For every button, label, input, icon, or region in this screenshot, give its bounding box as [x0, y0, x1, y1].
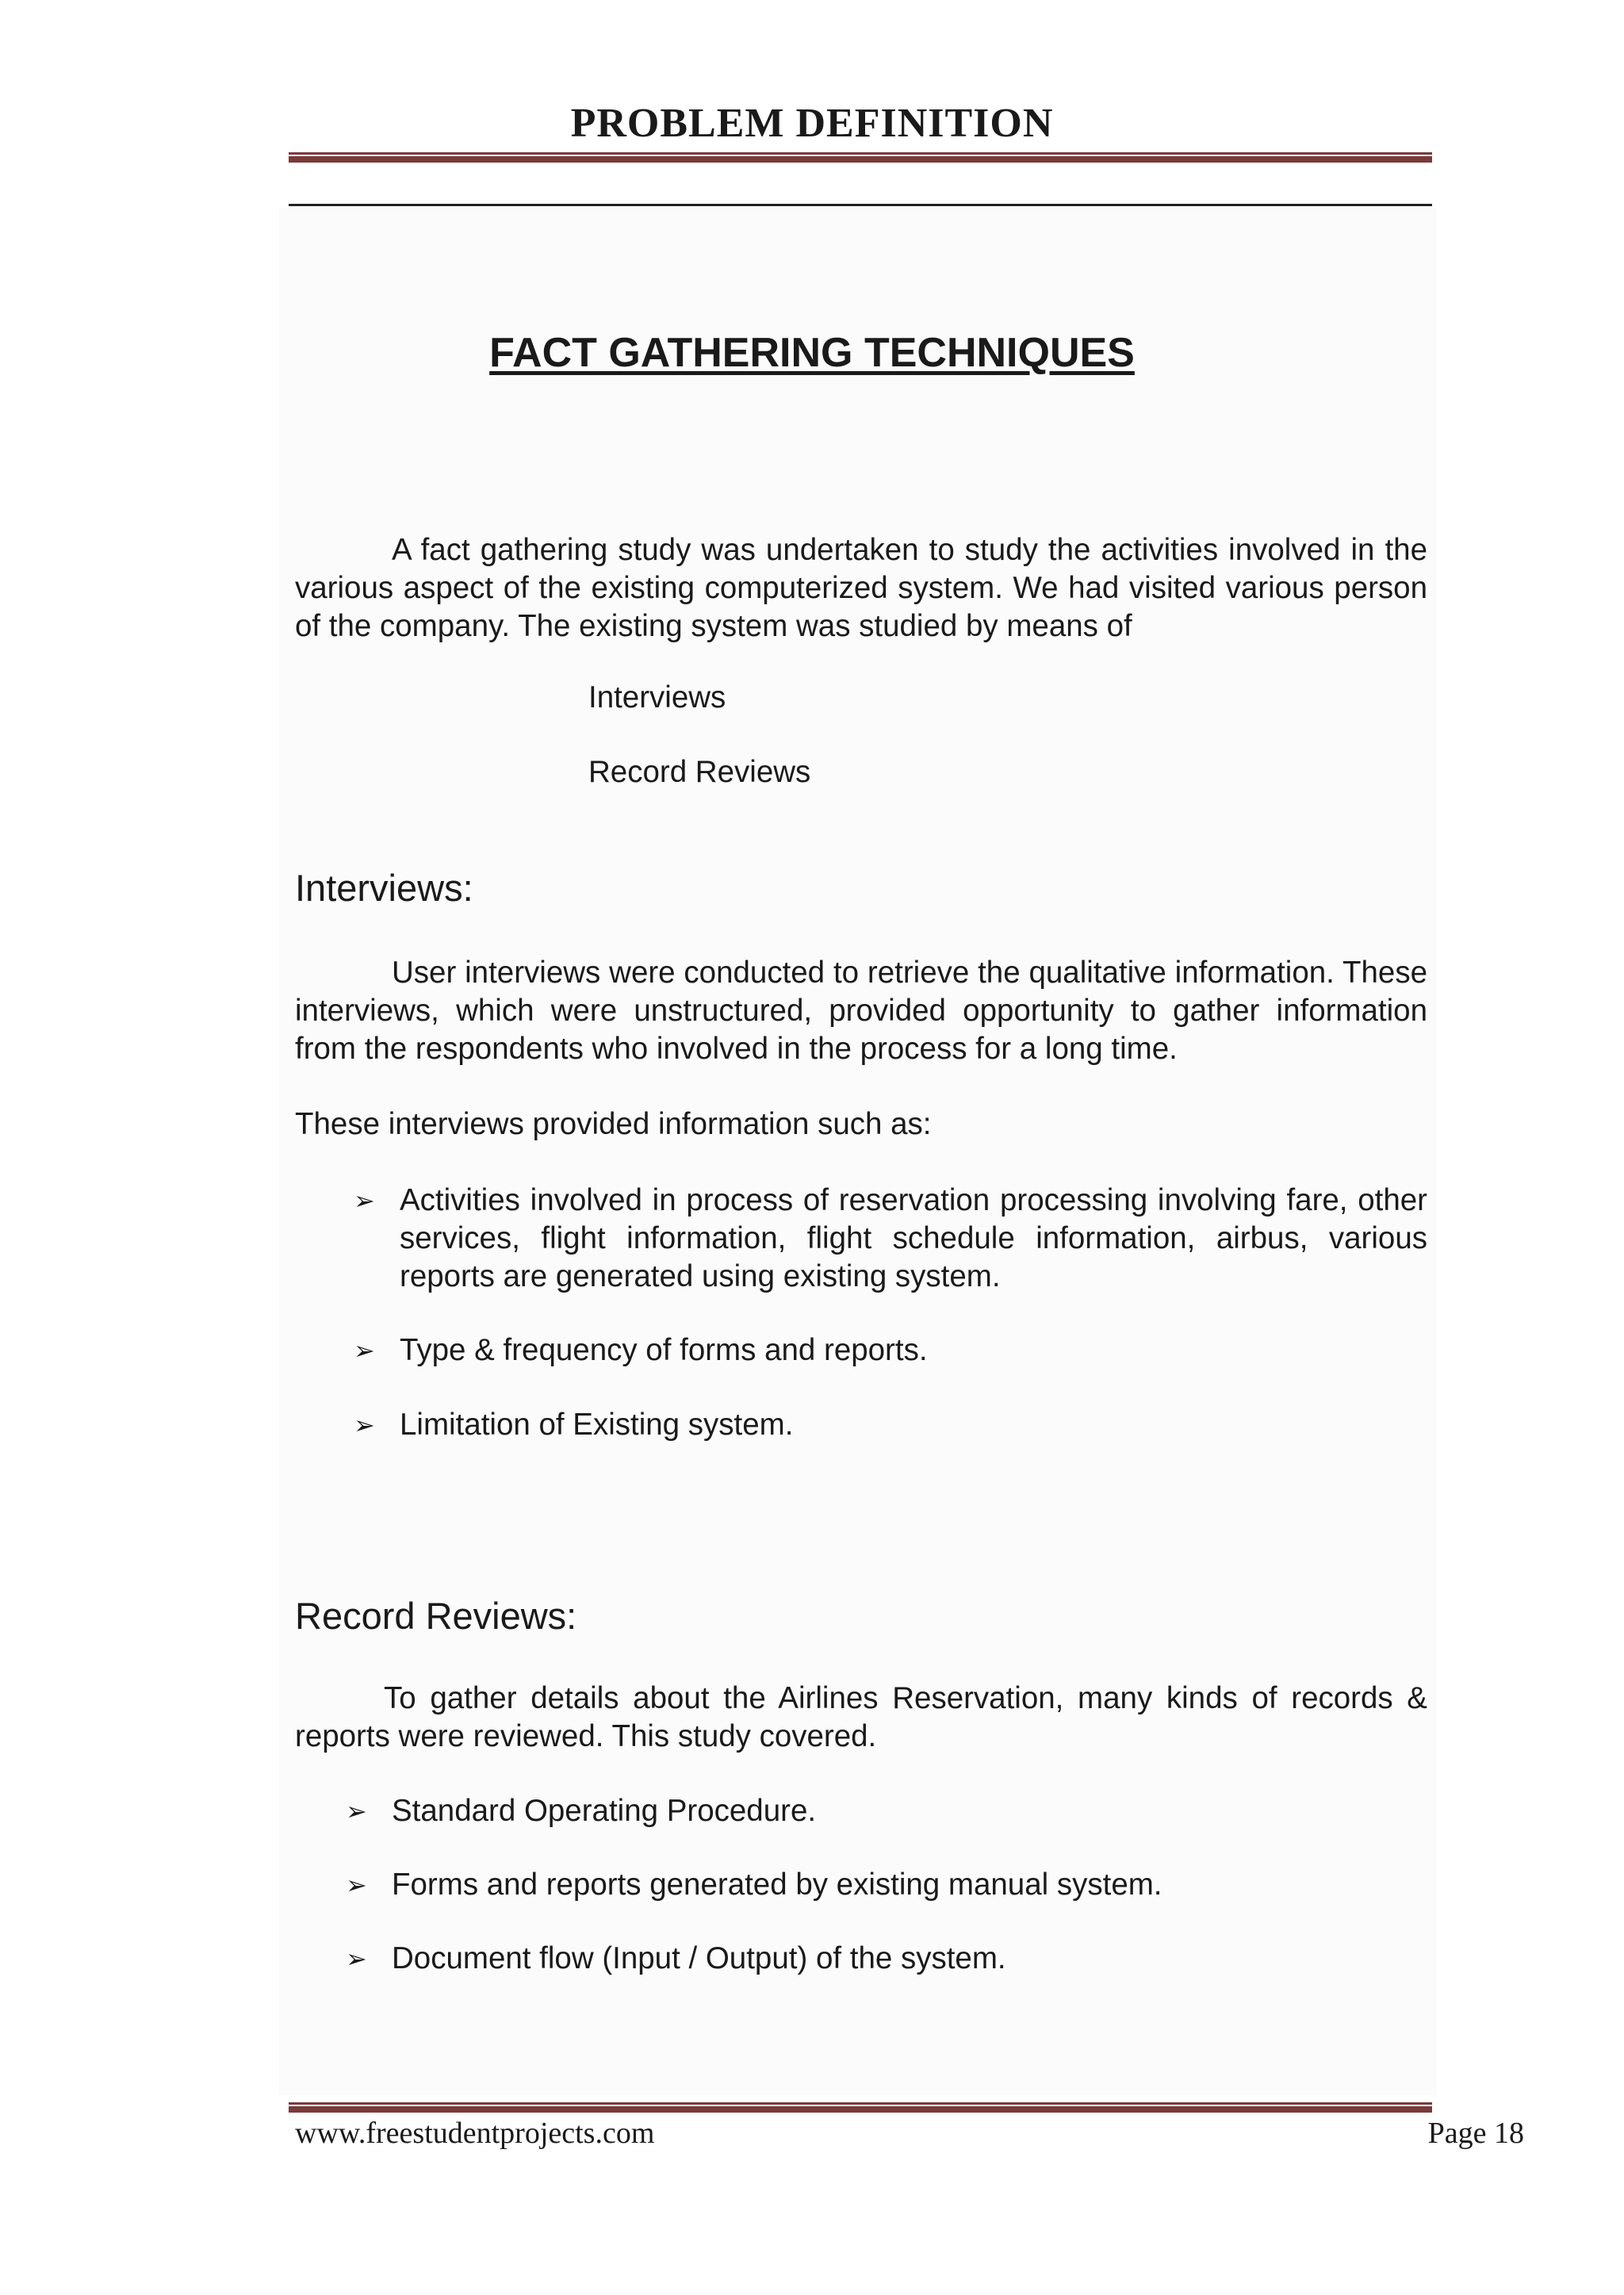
record-item-sop: Standard Operating Procedure. — [392, 1794, 817, 1828]
arrow-bullet-icon: ➢ — [346, 1871, 367, 1899]
arrow-bullet-icon: ➢ — [346, 1944, 367, 1973]
header-thin-rule — [289, 204, 1432, 206]
arrow-bullet-icon: ➢ — [354, 1186, 375, 1215]
header-title: PROBLEM DEFINITION — [570, 101, 1054, 146]
footer-url: www.freestudentprojects.com — [295, 2117, 655, 2150]
interviews-item-limitation: Limitation of Existing system. — [400, 1408, 794, 1442]
record-item-forms: Forms and reports generated by existing manual system. — [392, 1868, 1162, 1902]
interviews-heading: Interviews: — [295, 867, 473, 909]
footer-double-rule — [289, 2102, 1432, 2113]
arrow-bullet-icon: ➢ — [354, 1411, 375, 1439]
record-reviews-paragraph: To gather details about the Airlines Reservation, many kinds of records & reports were reviewed. This study covered. — [295, 1681, 1427, 1753]
intro-paragraph: A fact gathering study was undertaken to study the activities involved in the various aspect of the existing computerized system. We had visited various person of the company. The existing system was studied by means of — [295, 533, 1427, 643]
interviews-item-activities: Activities involved in process of reservation processing involving fare, other services, flight information, flight schedule information, airbus, various reports are generated using existing system. — [400, 1183, 1427, 1293]
method-item-record-reviews: Record Reviews — [588, 755, 811, 789]
interviews-paragraph: User interviews were conducted to retrieve the qualitative information. These interviews, which were unstructured, provided opportunity to gather information from the respondents who involved in the process for a long time. — [295, 956, 1427, 1066]
interviews-item-type-frequency: Type & frequency of forms and reports. — [400, 1333, 928, 1367]
method-item-interviews: Interviews — [588, 680, 726, 715]
page-title: FACT GATHERING TECHNIQUES — [489, 330, 1135, 376]
header-double-rule — [289, 152, 1432, 163]
page-number: Page 18 — [1427, 2117, 1524, 2150]
record-reviews-heading: Record Reviews: — [295, 1595, 577, 1637]
arrow-bullet-icon: ➢ — [354, 1336, 375, 1365]
record-item-document-flow: Document flow (Input / Output) of the system. — [392, 1941, 1006, 1975]
arrow-bullet-icon: ➢ — [346, 1797, 367, 1826]
interviews-lead: These interviews provided information such as: — [295, 1107, 932, 1141]
